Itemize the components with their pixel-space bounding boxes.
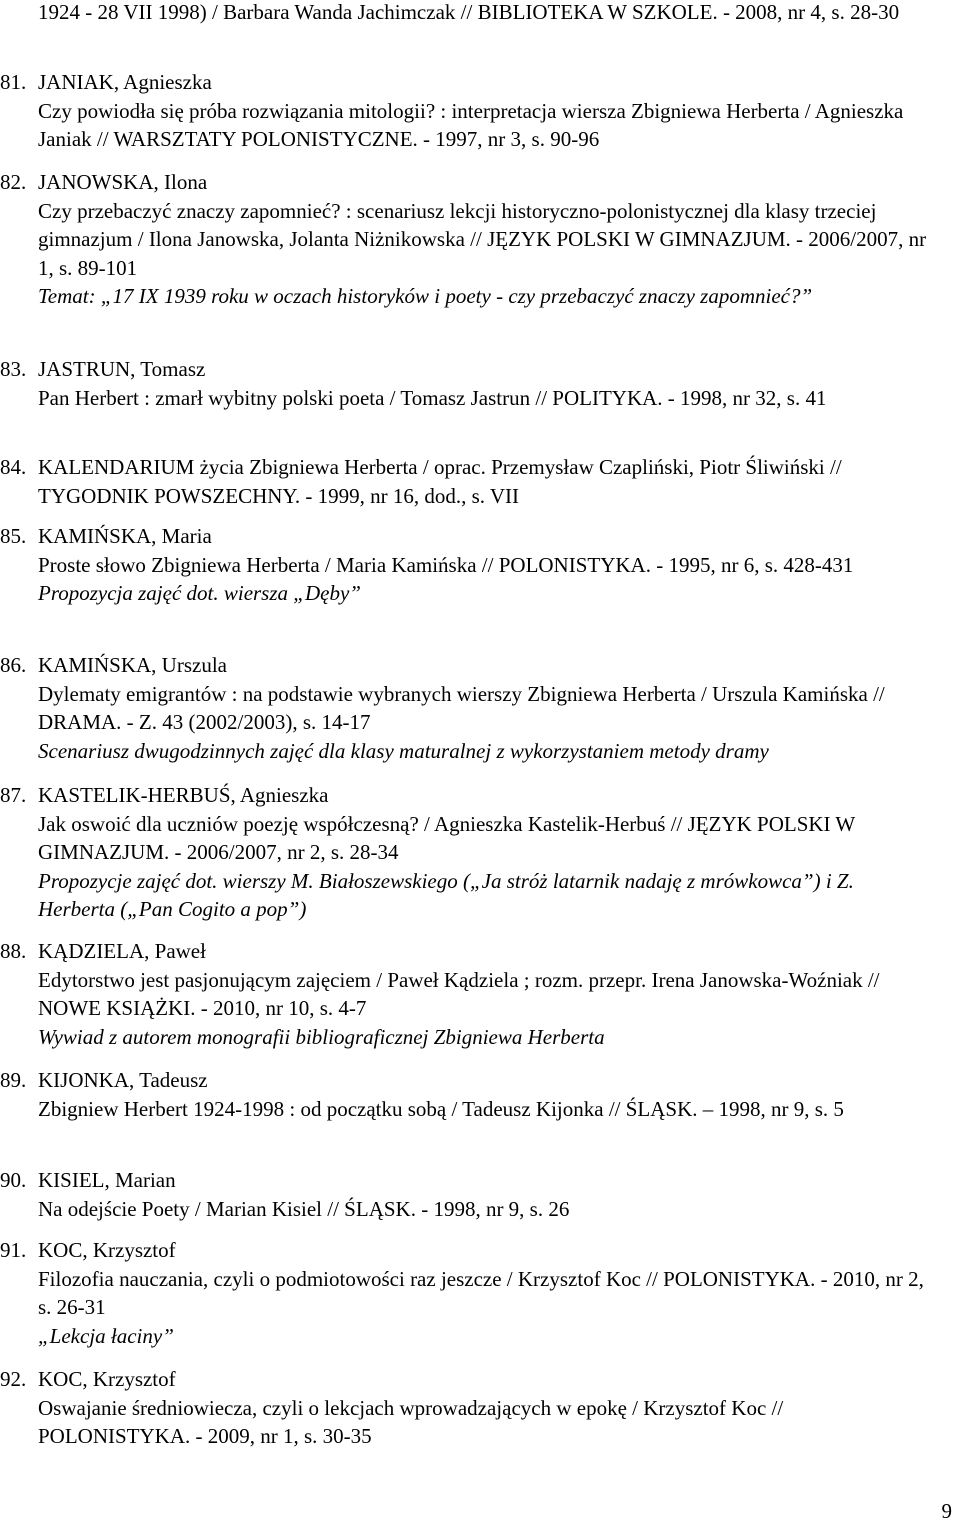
entry-number: 90. [0,1168,27,1192]
entry-number: 91. [0,1238,27,1262]
bibliography-entry-91 [0,1236,940,1350]
entry-note: „Lekcja łaciny” [38,1323,174,1348]
bibliography-entry-84 [0,453,940,510]
entry-note: Temat: „17 IX 1939 roku w oczach historyków i poety - czy przebaczyć znaczy zapomnieć?” [38,284,813,308]
bibliography-entry-89 [0,1066,940,1123]
bibliography-entry-82 [0,168,940,311]
bibliography-entry-88 [0,937,940,1051]
bibliography-entry-81 [0,68,940,154]
entry-number: 87. [0,783,27,807]
entry-number: 83. [0,357,27,381]
entry-heading: KĄDZIELA, Paweł [38,939,206,963]
entry-heading: KISIEL, Marian [38,1168,176,1192]
entry-heading: KIJONKA, Tadeusz [38,1068,208,1092]
entry-description: Na odejście Poety / Marian Kisiel // ŚLĄSK. - 1998, nr 9, s. 26 [38,1196,570,1221]
bibliography-entry-92 [0,1365,940,1451]
page-number: 9 [941,1499,952,1523]
entry-heading: JANIAK, Agnieszka [38,70,212,94]
entry-number: 89. [0,1068,27,1092]
entry-heading: KAMIŃSKA, Maria [38,524,212,548]
entry-number: 86. [0,653,27,677]
bibliography-entry-85 [0,522,940,608]
entry-heading: KASTELIK-HERBUŚ, Agnieszka [38,783,329,807]
entry-description: Edytorstwo jest pasjonującym zajęciem / Paweł Kądziela ; rozm. przepr. Irena Janowska-Woźniak // NOWE KSIĄŻKI. - 2010, nr 10, s. 4-7 [38,967,880,1020]
entry-number: 81. [0,70,27,94]
entry-description: Filozofia nauczania, czyli o podmiotowości raz jeszcze / Krzysztof Koc // POLONISTYKA. - 2010, nr 2, s. 26-31 [38,1266,924,1319]
entry-heading: JANOWSKA, Ilona [38,170,208,194]
entry-heading: KOC, Krzysztof [38,1238,176,1262]
entry-description: Proste słowo Zbigniewa Herberta / Maria Kamińska // POLONISTYKA. - 1995, nr 6, s. 428-431 [38,552,854,577]
continued-entry-text: 1924 - 28 VII 1998) / Barbara Wanda Jachimczak // BIBLIOTEKA W SZKOLE. - 2008, nr 4, s. 28-30 [38,0,900,24]
entry-heading: JASTRUN, Tomasz [38,357,206,381]
entry-description: Dylematy emigrantów : na podstawie wybranych wierszy Zbigniewa Herberta / Urszula Kamińska // DRAMA. - Z. 43 (2002/2003), s. 14-17 [38,681,885,734]
entry-description: Pan Herbert : zmarł wybitny polski poeta / Tomasz Jastrun // POLITYKA. - 1998, nr 32, s. 41 [38,385,827,410]
bibliography-entry-87 [0,781,940,924]
entry-number: 88. [0,939,27,963]
entry-note: Propozycje zajęć dot. wierszy M. Białoszewskiego („Ja stróż latarnik nadaję z mrówkowca”) i Z. Herberta („Pan Cogito a pop”) [38,868,854,921]
entry-heading: KAMIŃSKA, Urszula [38,653,227,677]
entry-heading: KOC, Krzysztof [38,1367,176,1391]
entry-description: Czy powiodła się próba rozwiązania mitologii? : interpretacja wiersza Zbigniewa Herberta / Agnieszka Janiak // WARSZTATY POLONISTYCZNE. - 1997, nr 3, s. 90-96 [38,98,904,151]
entry-note: Scenariusz dwugodzinnych zajęć dla klasy maturalnej z wykorzystaniem metody dramy [38,738,769,763]
entry-number: 82. [0,170,27,194]
entry-note: Wywiad z autorem monografii bibliograficznej Zbigniewa Herberta [38,1024,605,1049]
entry-note: Propozycja zajęć dot. wiersza „Dęby” [38,581,361,605]
entry-description: Czy przebaczyć znaczy zapomnieć? : scenariusz lekcji historyczno-polonistycznej dla klasy trzeciej gimnazjum / Ilona Janowska, Jolanta Niżnikowska // JĘZYK POLSKI W GIMNAZJUM. - 2006/2007, nr 1, s. 89-101 [38,198,927,280]
entry-description: Oswajanie średniowiecza, czyli o lekcjach wprowadzających w epokę / Krzysztof Koc // POLONISTYKA. - 2009, nr 1, s. 30-35 [38,1395,784,1448]
bibliography-entry-86 [0,651,940,765]
entry-number: 92. [0,1367,27,1391]
bibliography-entry-83 [0,355,940,412]
entry-number: 85. [0,524,27,548]
entry-number: 84. [0,455,27,479]
entry-heading: KALENDARIUM życia Zbigniewa Herberta / oprac. Przemysław Czapliński, Piotr Śliwiński // TYGODNIK POWSZECHNY. - 1999, nr 16, dod., s. VII [38,455,842,508]
entry-description: Zbigniew Herbert 1924-1998 : od początku sobą / Tadeusz Kijonka // ŚLĄSK. – 1998, nr 9, s. 5 [38,1096,844,1121]
entry-description: Jak oswoić dla uczniów poezję współczesną? / Agnieszka Kastelik-Herbuś // JĘZYK POLSKI W GIMNAZJUM. - 2006/2007, nr 2, s. 28-34 [38,811,855,864]
bibliography-entry-90 [0,1166,940,1223]
